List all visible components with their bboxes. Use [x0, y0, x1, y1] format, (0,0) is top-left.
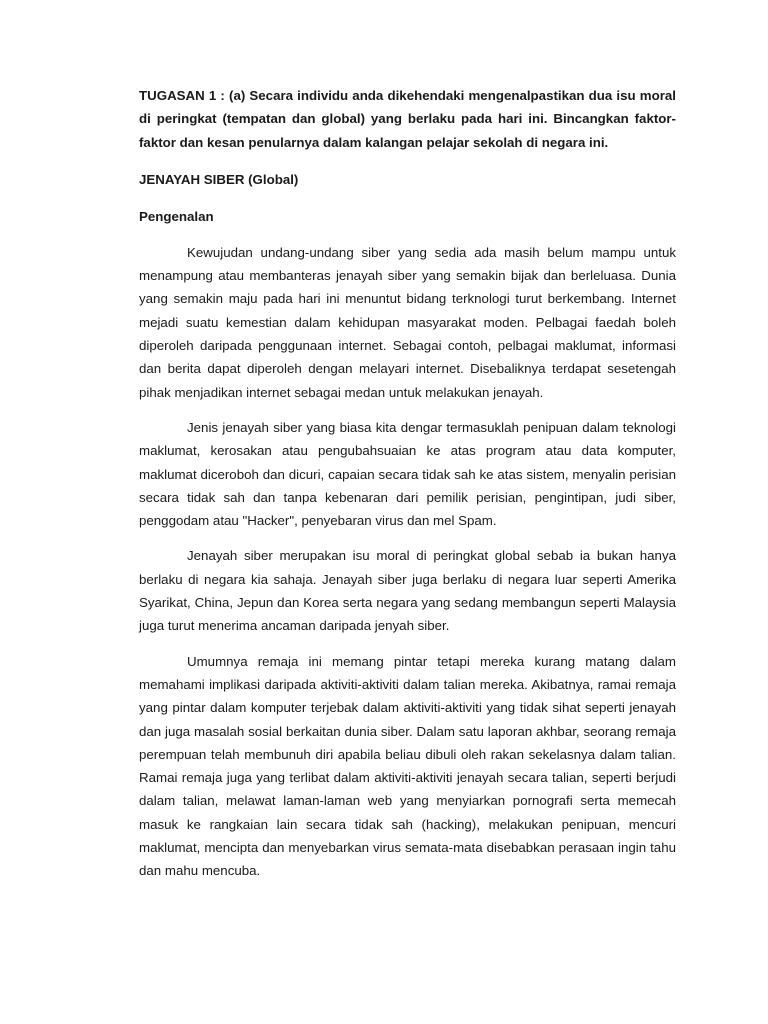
paragraph-1: Kewujudan undang-undang siber yang sedia ada masih belum mampu untuk menampung atau membanteras jenayah siber yang semakin bijak dan berleluasa. Dunia yang semakin maju pada hari ini menuntut bidang terknologi turut berkembang. Internet mejadi suatu kemestian dalam kehidupan masyarakat moden. Pelbagai faedah boleh diperoleh daripada penggunaan internet. Sebagai contoh, pelbagai maklumat, informasi dan berita dapat diperoleh dengan melayari internet. Disebaliknya terdapat sesetengah pihak menjadikan internet sebagai medan untuk melakukan jenayah.: [139, 244, 676, 400]
paragraph-4: Umumnya remaja ini memang pintar tetapi mereka kurang matang dalam memahami implikasi daripada aktiviti-aktiviti dalam talian mereka. Akibatnya, ramai remaja yang pintar dalam komputer terjebak dalam aktiviti-aktiviti yang tidak sihat seperti jenayah dan juga masalah sosial berkaitan dunia siber. Dalam satu laporan akhbar, seorang remaja perempuan telah membunuh diri apabila beliau dibuli oleh rakan sekelasnya dalam talian. Ramai remaja juga yang terlibat dalam aktiviti-aktiviti jenayah secara talian, seperti berjudi dalam talian, melawat laman-laman web yang menyiarkan pornografi serta memecah masuk ke rangkaian lain secara tidak sah (hacking), melakukan penipuan, mencuri maklumat, mencipta dan menyebarkan virus semata-mata disebabkan perasaan ingin tahu dan mahu mencuba.: [139, 653, 676, 879]
document-page: [139, 84, 676, 883]
paragraph-2: Jenis jenayah siber yang biasa kita dengar termasuklah penipuan dalam teknologi maklumat, kerosakan atau pengubahsuaian ke atas program atau data komputer, maklumat diceroboh dan dicuri, capaian secara tidak sah ke atas sistem, menyalin perisian secara tidak sah dan tanpa kebenaran dari pemilik perisian, pengintipan, judi siber, penggodam atau "Hacker", penyebaran virus dan mel Spam.: [139, 419, 676, 529]
assignment-question: TUGASAN 1 : (a) Secara individu anda dikehendaki mengenalpastikan dua isu moral di peringkat (tempatan dan global) yang berlaku pada hari ini. Bincangkan faktor-faktor dan kesan penularnya dalam kalangan pelajar sekolah di negara ini.: [139, 88, 676, 150]
paragraph-3: Jenayah siber merupakan isu moral di peringkat global sebab ia bukan hanya berlaku di negara kia sahaja. Jenayah siber juga berlaku di negara luar seperti Amerika Syarikat, China, Jepun dan Korea serta negara yang sedang membangun seperti Malaysia juga turut menerima ancaman daripada jenyah siber.: [139, 548, 676, 634]
topic-heading: JENAYAH SIBER (Global): [139, 171, 299, 187]
introduction-heading: Pengenalan: [139, 208, 214, 224]
